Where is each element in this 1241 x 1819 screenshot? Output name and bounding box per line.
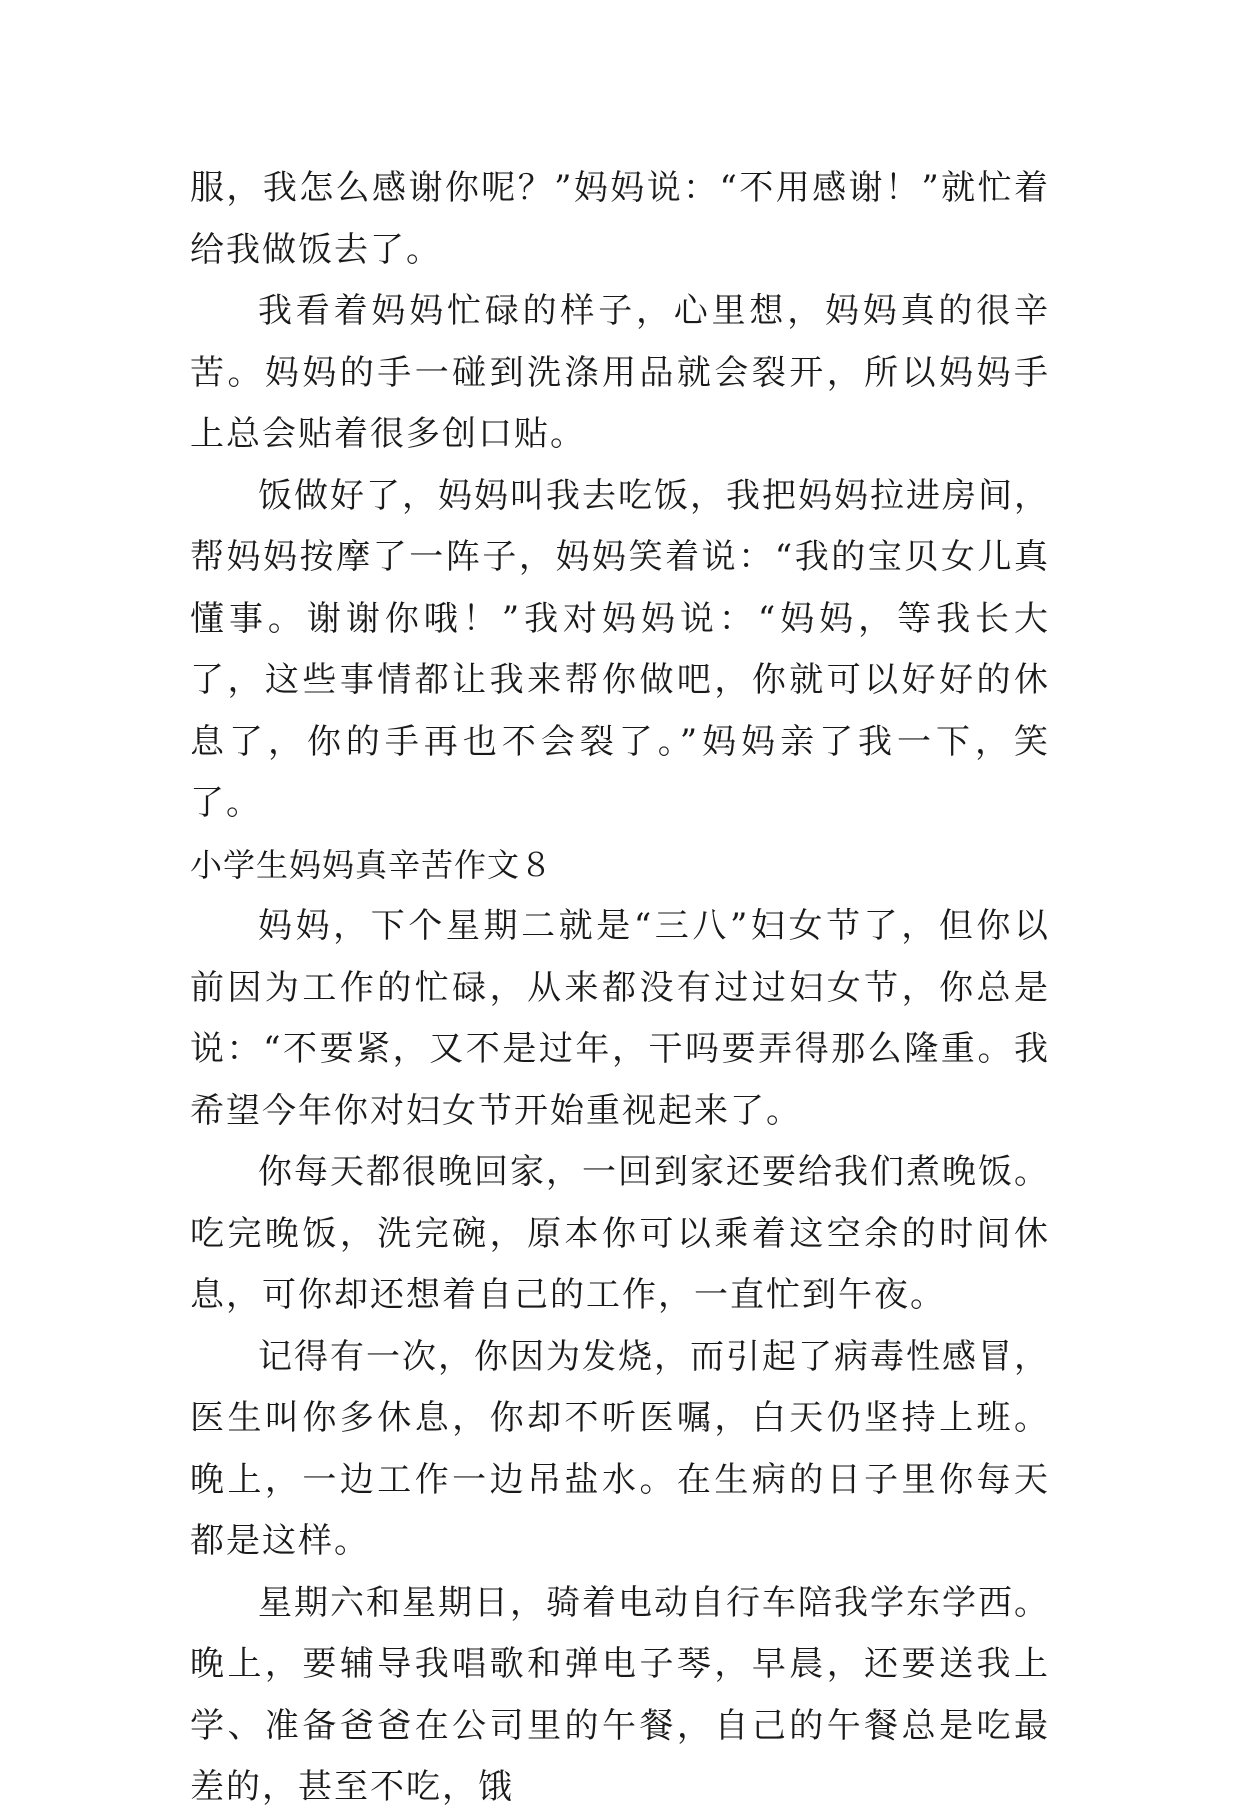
paragraph-fever: 记得有一次，你因为发烧，而引起了病毒性感冒，医生叫你多休息，你却不听医嘱，白天仍坚持上班。晚上，一边工作一边吊盐水。在生病的日子里你每天都是这样。 — [190, 1336, 1050, 1561]
paragraph-mother-tired: 我看着妈妈忙碌的样子，心里想，妈妈真的很辛苦。妈妈的手一碰到洗涤用品就会裂开，所以妈妈手上总会贴着很多创口贴。 — [190, 291, 1050, 454]
paragraph-late-home: 你每天都很晚回家，一回到家还要给我们煮晚饭。吃完晚饭，洗完碗，原本你可以乘着这空余的时间休息，可你却还想着自己的工作，一直忙到午夜。 — [190, 1152, 1050, 1315]
paragraph-womens-day: 妈妈，下个星期二就是“三八”妇女节了，但你以前因为工作的忙碌，从来都没有过过妇女节，你总是说：“不要紧，又不是过年，干吗要弄得那么隆重。我希望今年你对妇女节开始重视起来了。 — [190, 906, 1050, 1131]
document-page — [190, 158, 1050, 1819]
paragraph-weekend: 星期六和星期日，骑着电动自行车陪我学东学西。晚上，要辅导我唱歌和弹电子琴，早晨，还要送我上学、准备爸爸在公司里的午餐，自己的午餐总是吃最差的，甚至不吃，饿 — [190, 1582, 1050, 1807]
essay-title: 小学生妈妈真辛苦作文８ — [190, 845, 554, 884]
paragraph-massage: 饭做好了，妈妈叫我去吃饭，我把妈妈拉进房间，帮妈妈按摩了一阵子，妈妈笑着说：“我的宝贝女儿真懂事。谢谢你哦！”我对妈妈说：“妈妈，等我长大了，这些事情都让我来帮你做吧，你就可以好好的休息了，你的手再也不会裂了。”妈妈亲了我一下，笑了。 — [190, 475, 1050, 823]
paragraph-continuation: 服，我怎么感谢你呢？”妈妈说：“不用感谢！”就忙着给我做饭去了。 — [190, 168, 1050, 270]
